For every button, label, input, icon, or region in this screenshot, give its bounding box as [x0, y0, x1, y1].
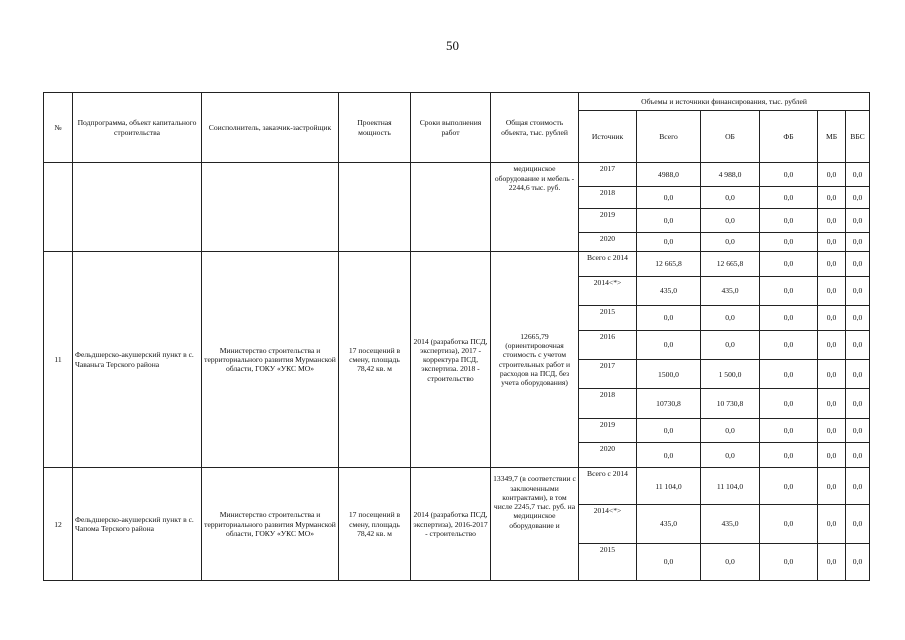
mb-cell: 0,0: [818, 252, 846, 277]
ob-cell: 10 730,8: [701, 389, 760, 418]
ob-cell: 4 988,0: [701, 163, 760, 187]
vbs-cell: 0,0: [846, 306, 870, 331]
ob-cell: 11 104,0: [701, 468, 760, 505]
source-cell: 2014<*>: [579, 505, 637, 544]
vbs-cell: 0,0: [846, 468, 870, 505]
fb-cell: 0,0: [760, 208, 818, 232]
total-cell: 0,0: [637, 306, 701, 331]
vbs-cell: 0,0: [846, 208, 870, 232]
object-capacity: 17 посещений в смену, площадь 78,42 кв. м: [339, 468, 411, 581]
total-cell: 1500,0: [637, 360, 701, 389]
fb-cell: 0,0: [760, 360, 818, 389]
total-cell: 435,0: [637, 505, 701, 544]
fb-cell: 0,0: [760, 306, 818, 331]
table-row: [44, 163, 870, 187]
object-number: 12: [44, 468, 73, 581]
source-cell: 2014<*>: [579, 276, 637, 305]
cont-cost-cell: медицинское оборудование и мебель - 2244,6 тыс. руб.: [491, 163, 579, 252]
fb-cell: 0,0: [760, 163, 818, 187]
total-cell: 0,0: [637, 443, 701, 468]
mb-cell: 0,0: [818, 276, 846, 305]
vbs-cell: 0,0: [846, 544, 870, 581]
vbs-cell: 0,0: [846, 330, 870, 359]
fb-cell: 0,0: [760, 468, 818, 505]
source-cell: 2015: [579, 306, 637, 331]
source-cell: 2018: [579, 389, 637, 418]
object-cost: 13349,7 (в соответствии с заключенными контрактами), в том числе 2245,7 тыс. руб. на медицинское оборудование и: [491, 468, 579, 581]
header-source: Источник: [579, 111, 637, 163]
source-cell: 2016: [579, 330, 637, 359]
ob-cell: 12 665,8: [701, 252, 760, 277]
object-program: Фельдшерско-акушерский пункт в с. Чаваньга Терского района: [73, 252, 202, 468]
ob-cell: 0,0: [701, 443, 760, 468]
mb-cell: 0,0: [818, 232, 846, 251]
mb-cell: 0,0: [818, 360, 846, 389]
vbs-cell: 0,0: [846, 252, 870, 277]
mb-cell: 0,0: [818, 418, 846, 443]
fb-cell: 0,0: [760, 418, 818, 443]
source-cell: Всего с 2014: [579, 252, 637, 277]
fb-cell: 0,0: [760, 187, 818, 209]
total-cell: 0,0: [637, 208, 701, 232]
ob-cell: 435,0: [701, 276, 760, 305]
total-cell: 11 104,0: [637, 468, 701, 505]
source-cell: 2017: [579, 360, 637, 389]
object-executor: Министерство строительства и территориального развития Мурманской области, ГОКУ «УКС МО»: [202, 252, 339, 468]
total-cell: 0,0: [637, 187, 701, 209]
ob-cell: 0,0: [701, 330, 760, 359]
fb-cell: 0,0: [760, 389, 818, 418]
header-row: [44, 93, 870, 111]
mb-cell: 0,0: [818, 468, 846, 505]
header-ob: ОБ: [701, 111, 760, 163]
fb-cell: 0,0: [760, 330, 818, 359]
mb-cell: 0,0: [818, 208, 846, 232]
ob-cell: 1 500,0: [701, 360, 760, 389]
ob-cell: 0,0: [701, 232, 760, 251]
header-cost: Общая стоимость объекта, тыс. рублей: [491, 93, 579, 163]
fb-cell: 0,0: [760, 232, 818, 251]
total-cell: 0,0: [637, 544, 701, 581]
ob-cell: 0,0: [701, 306, 760, 331]
header-terms: Сроки выполнения работ: [411, 93, 491, 163]
cont-terms-cell: [411, 163, 491, 252]
fb-cell: 0,0: [760, 252, 818, 277]
header-program: Подпрограмма, объект капитального строительства: [73, 93, 202, 163]
mb-cell: 0,0: [818, 505, 846, 544]
total-cell: 0,0: [637, 232, 701, 251]
mb-cell: 0,0: [818, 163, 846, 187]
mb-cell: 0,0: [818, 306, 846, 331]
object-capacity: 17 посещений в смену, площадь 78,42 кв. м: [339, 252, 411, 468]
ob-cell: 0,0: [701, 208, 760, 232]
header-executor: Соисполнитель, заказчик-застройщик: [202, 93, 339, 163]
cont-capacity-cell: [339, 163, 411, 252]
vbs-cell: 0,0: [846, 276, 870, 305]
ob-cell: 0,0: [701, 544, 760, 581]
mb-cell: 0,0: [818, 443, 846, 468]
vbs-cell: 0,0: [846, 360, 870, 389]
vbs-cell: 0,0: [846, 443, 870, 468]
source-cell: 2019: [579, 418, 637, 443]
header-capacity: Проектная мощность: [339, 93, 411, 163]
vbs-cell: 0,0: [846, 232, 870, 251]
object-executor: Министерство строительства и территориального развития Мурманской области, ГОКУ «УКС МО»: [202, 468, 339, 581]
page-number: 50: [446, 38, 459, 53]
table-row: [44, 252, 870, 277]
cont-num-cell: [44, 163, 73, 252]
total-cell: 10730,8: [637, 389, 701, 418]
ob-cell: 0,0: [701, 187, 760, 209]
total-cell: 435,0: [637, 276, 701, 305]
vbs-cell: 0,0: [846, 187, 870, 209]
total-cell: 12 665,8: [637, 252, 701, 277]
fb-cell: 0,0: [760, 276, 818, 305]
header-volumes: Объемы и источники финансирования, тыс. рублей: [579, 93, 870, 111]
header-total: Всего: [637, 111, 701, 163]
vbs-cell: 0,0: [846, 163, 870, 187]
source-cell: 2019: [579, 208, 637, 232]
vbs-cell: 0,0: [846, 505, 870, 544]
header-fb: ФБ: [760, 111, 818, 163]
vbs-cell: 0,0: [846, 418, 870, 443]
object-program: Фельдшерско-акушерский пункт в с. Чапома Терского района: [73, 468, 202, 581]
cont-program-cell: [73, 163, 202, 252]
mb-cell: 0,0: [818, 544, 846, 581]
total-cell: 0,0: [637, 418, 701, 443]
fb-cell: 0,0: [760, 544, 818, 581]
total-cell: 4988,0: [637, 163, 701, 187]
mb-cell: 0,0: [818, 187, 846, 209]
object-number: 11: [44, 252, 73, 468]
source-cell: 2020: [579, 232, 637, 251]
table-row: [44, 468, 870, 505]
fb-cell: 0,0: [760, 505, 818, 544]
object-cost: 12665,79 (ориентировочная стоимость с учетом строительных работ и расходов на ПСД, без учета оборудования): [491, 252, 579, 468]
object-terms: 2014 (разработка ПСД, экспертиза), 2017 - корректура ПСД, экспертиза. 2018 - строительство: [411, 252, 491, 468]
source-cell: Всего с 2014: [579, 468, 637, 505]
header-vbs: ВБС: [846, 111, 870, 163]
object-terms: 2014 (разработка ПСД, экспертиза), 2016-2017 - строительство: [411, 468, 491, 581]
header-mb: МБ: [818, 111, 846, 163]
source-cell: 2020: [579, 443, 637, 468]
source-cell: 2018: [579, 187, 637, 209]
source-cell: 2017: [579, 163, 637, 187]
source-cell: 2015: [579, 544, 637, 581]
mb-cell: 0,0: [818, 389, 846, 418]
mb-cell: 0,0: [818, 330, 846, 359]
financing-table: [43, 92, 870, 581]
header-num: №: [44, 93, 73, 163]
fb-cell: 0,0: [760, 443, 818, 468]
ob-cell: 0,0: [701, 418, 760, 443]
cont-executor-cell: [202, 163, 339, 252]
total-cell: 0,0: [637, 330, 701, 359]
vbs-cell: 0,0: [846, 389, 870, 418]
ob-cell: 435,0: [701, 505, 760, 544]
